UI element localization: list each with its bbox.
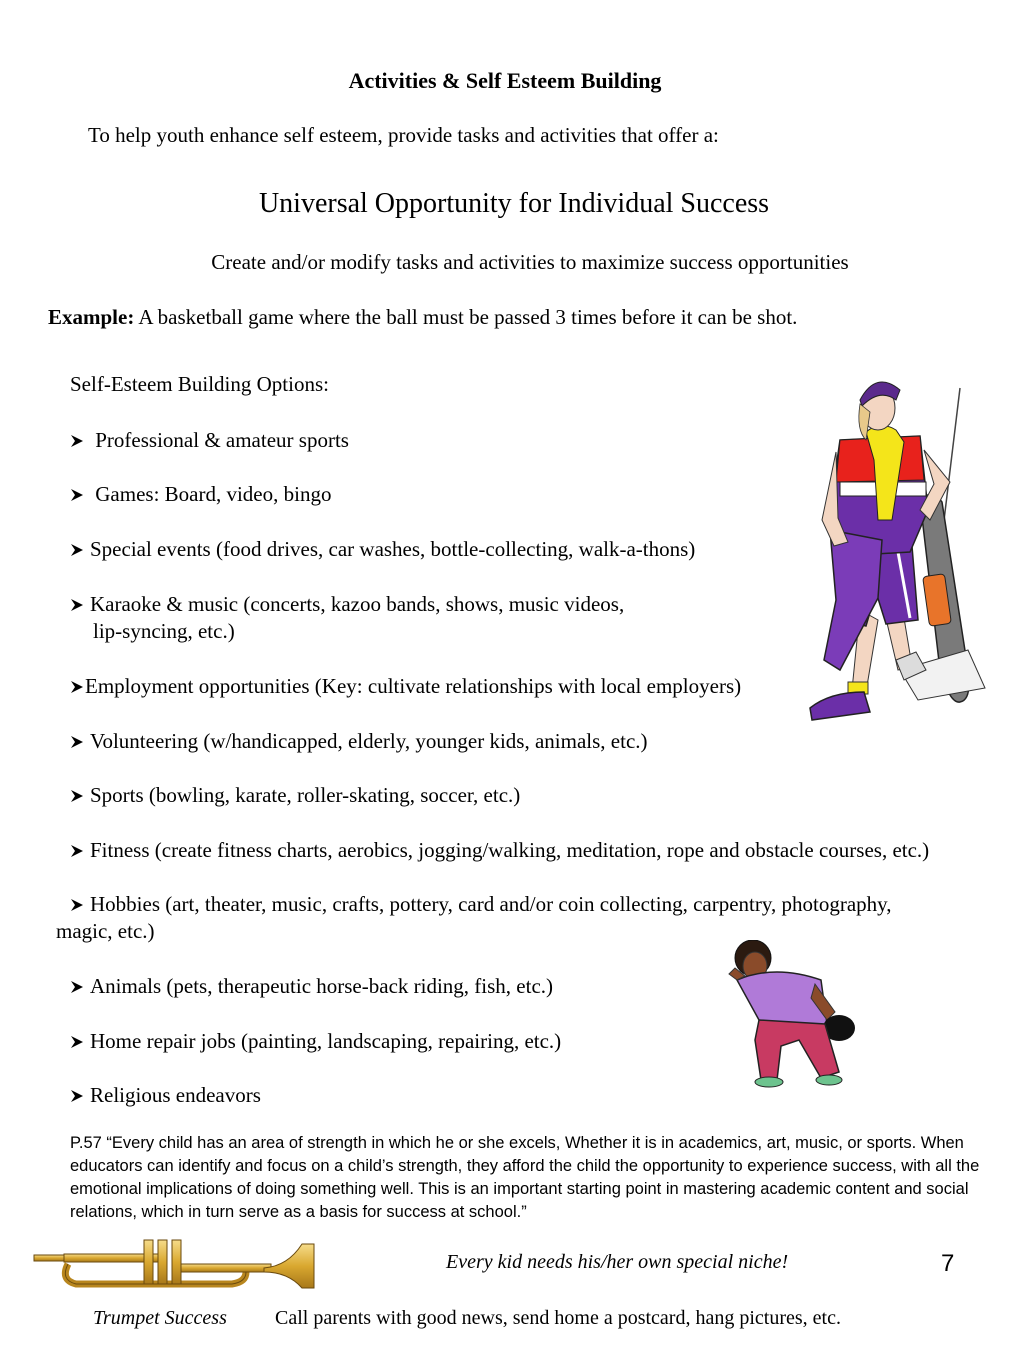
arrowhead-bullet-icon xyxy=(70,735,84,749)
arrowhead-bullet-icon xyxy=(70,789,84,803)
create-line: Create and/or modify tasks and activities to maximize success opportunities xyxy=(211,250,849,274)
arrowhead-bullet-icon xyxy=(70,543,84,557)
option-item: Volunteering (w/handicapped, elderly, younger kids, animals, etc.) xyxy=(70,728,648,755)
option-item: Fitness (create fitness charts, aerobics, jogging/walking, meditation, rope and obstacle courses, etc.) xyxy=(70,837,929,864)
example-label: Example: xyxy=(48,305,135,329)
intro-text: To help youth enhance self esteem, provide tasks and activities that offer a: xyxy=(88,123,719,147)
page-title: Activities & Self Esteem Building xyxy=(348,68,662,93)
niche-tagline: Every kid needs his/her own special niche! xyxy=(446,1251,789,1273)
arrowhead-bullet-icon xyxy=(70,488,84,502)
subtitle: Universal Opportunity for Individual Success xyxy=(258,188,770,219)
arrowhead-bullet-icon xyxy=(70,434,84,448)
option-item: Special events (food drives, car washes, bottle-collecting, walk-a-thons) xyxy=(70,536,695,563)
option-item: Religious endeavors xyxy=(70,1082,261,1109)
trumpet-illustration xyxy=(32,1238,316,1290)
arrowhead-bullet-icon xyxy=(70,680,84,694)
skateboarder-illustration xyxy=(800,370,1000,730)
quote-paragraph: P.57 “Every child has an area of strength in which he or she excels, Whether it is in academics, art, music, or sports. When educators can identify and focus on a child’s strength, they afford the child the opportunity to experience success, with all the emotional implications of doing something well. This is an important starting point in mastering academic content and social relations, which in turn serve as a basis for success at school.” xyxy=(70,1134,980,1221)
example-text: A basketball game where the ball must be passed 3 times before it can be shot. xyxy=(134,305,798,329)
arrowhead-bullet-icon xyxy=(70,980,84,994)
options-heading: Self-Esteem Building Options: xyxy=(70,372,329,396)
trumpet-text: Call parents with good news, send home a postcard, hang pictures, etc. xyxy=(275,1307,841,1329)
arrowhead-bullet-icon xyxy=(70,1089,84,1103)
option-item: Hobbies (art, theater, music, crafts, pottery, card and/or coin collecting, carpentry, photography, magic, etc.) xyxy=(56,892,892,943)
option-item: Sports (bowling, karate, roller-skating, soccer, etc.) xyxy=(70,782,520,809)
option-item: Professional & amateur sports xyxy=(70,427,349,454)
option-item: Animals (pets, therapeutic horse-back riding, fish, etc.) xyxy=(70,973,553,1000)
trumpet-caption: Trumpet Success xyxy=(93,1307,227,1329)
arrowhead-bullet-icon xyxy=(70,598,84,612)
option-item: Karaoke & music (concerts, kazoo bands, shows, music videos, lip-syncing, etc.) xyxy=(70,591,624,645)
option-item: Home repair jobs (painting, landscaping, repairing, etc.) xyxy=(70,1028,561,1055)
bowler-illustration xyxy=(715,940,875,1090)
arrowhead-bullet-icon xyxy=(70,898,84,912)
arrowhead-bullet-icon xyxy=(70,1035,84,1049)
page-number: 7 xyxy=(941,1250,955,1277)
example-line xyxy=(48,305,797,330)
option-item: Employment opportunities (Key: cultivate relationships with local employers) xyxy=(70,673,741,700)
option-item: Games: Board, video, bingo xyxy=(70,481,331,508)
arrowhead-bullet-icon xyxy=(70,844,84,858)
